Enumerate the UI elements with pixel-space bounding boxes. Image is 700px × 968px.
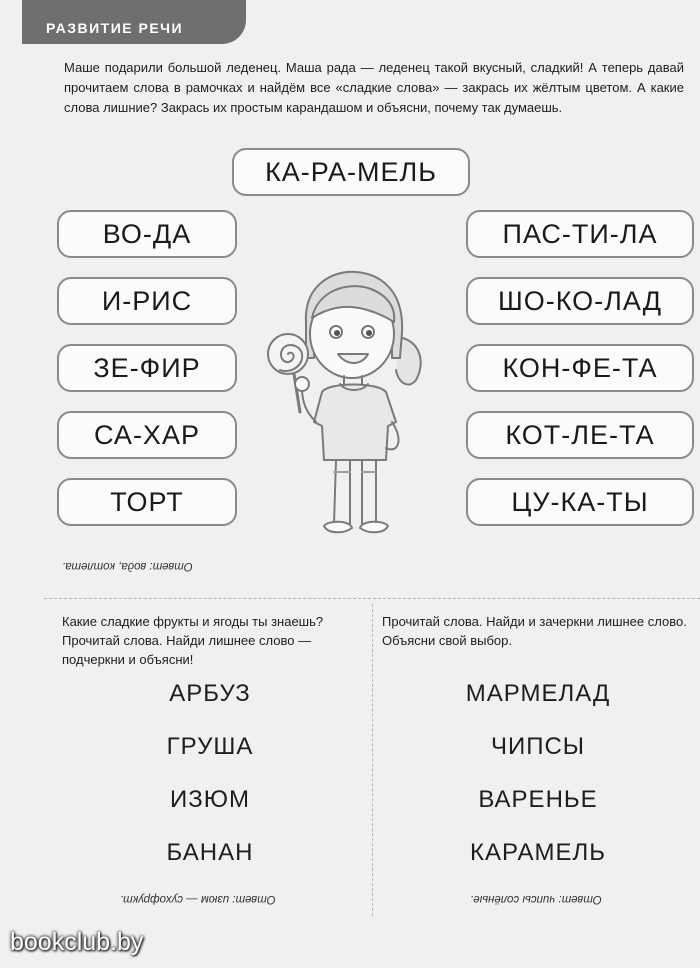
intro-text: Маше подарили большой леденец. Маша рада — леденец такой вкусный, сладкий! А теперь давай прочитаем слова в рамочках и найдём все «сладкие слова» — закрась их жёлтым цветом. А какие слова лишние? Закрась их простым карандашом и объясни, почему так думаешь. <box>64 60 684 115</box>
word-card-right: КОТ-ЛЕ-ТА <box>466 411 694 459</box>
answer-right: Ответ: чипсы солёные. <box>470 893 602 905</box>
dashed-divider-horizontal <box>44 598 700 599</box>
answer-top: Ответ: вода, котлета. <box>62 560 193 572</box>
girl-with-lollipop-illustration <box>258 262 438 544</box>
word-card-right: ПАС-ТИ-ЛА <box>466 210 694 258</box>
word-card-left: СА-ХАР <box>57 411 237 459</box>
task-left-text: Какие сладкие фрукты и ягоды ты знаешь? Прочитай слова. Найди лишнее слово — подчеркни и объясни! <box>62 614 324 667</box>
list-word-left: ИЗЮМ <box>170 786 250 813</box>
answer-left: Ответ: изюм — сухофрукт. <box>120 893 276 905</box>
list-word-right: КАРАМЕЛЬ <box>470 839 606 866</box>
word-card-top: КА-РА-МЕЛЬ <box>232 148 470 196</box>
list-word-left: ГРУША <box>166 733 254 760</box>
list-word-right: ЧИПСЫ <box>490 733 586 760</box>
list-word-left: БАНАН <box>166 839 254 866</box>
list-word-right: МАРМЕЛАД <box>465 680 611 707</box>
word-card-left: И-РИС <box>57 277 237 325</box>
dashed-divider-vertical <box>372 604 373 916</box>
word-card-left: ЗЕ-ФИР <box>57 344 237 392</box>
word-card-left: ВО-ДА <box>57 210 237 258</box>
word-card-right: ЦУ-КА-ТЫ <box>466 478 694 526</box>
list-word-left: АРБУЗ <box>169 680 251 707</box>
word-card-right: ШО-КО-ЛАД <box>466 277 694 325</box>
task-right-text: Прочитай слова. Найди и зачеркни лишнее слово. Объясни свой выбор. <box>382 614 687 648</box>
word-card-right: КОН-ФЕ-ТА <box>466 344 694 392</box>
list-word-right: ВАРЕНЬЕ <box>478 786 598 813</box>
section-header-tab: РАЗВИТИЕ РЕЧИ <box>22 0 246 44</box>
watermark-text: bookclub.by <box>10 928 144 956</box>
word-card-left: ТОРТ <box>57 478 237 526</box>
